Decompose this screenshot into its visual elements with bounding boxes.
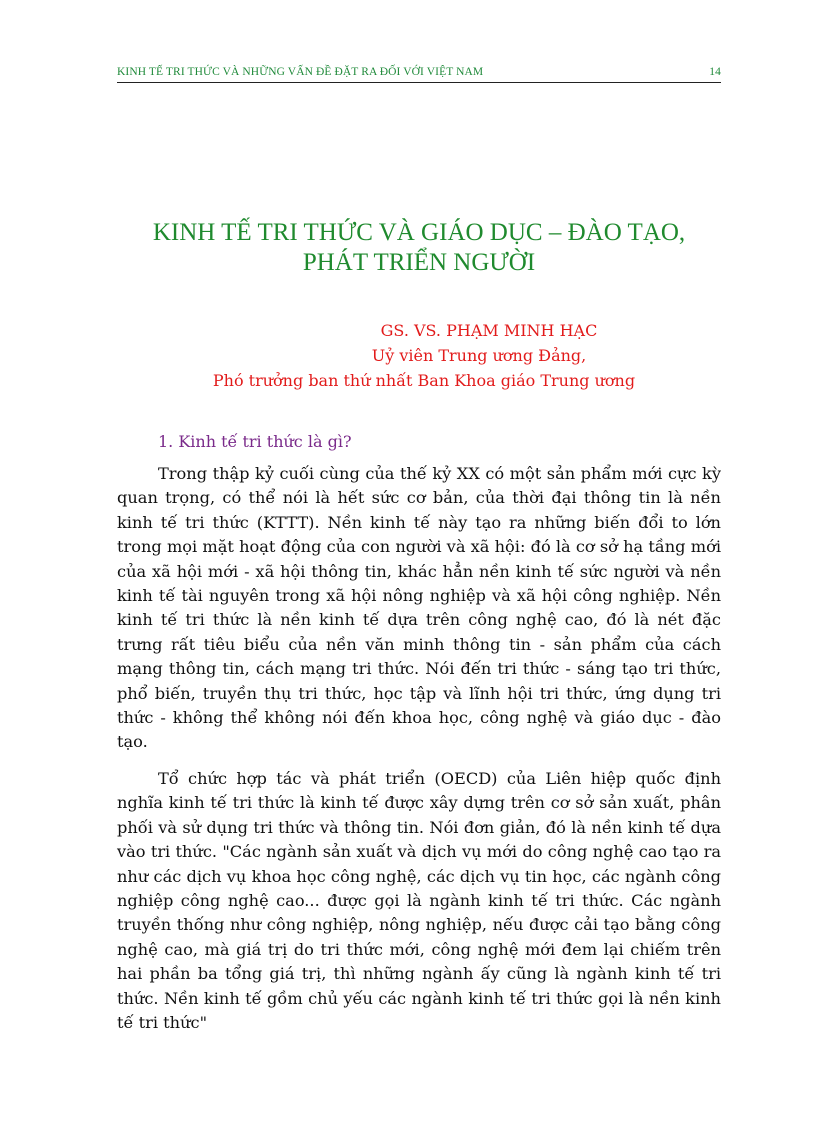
author-role-1: Uỷ viên Trung ương Đảng, <box>371 346 587 365</box>
article-title <box>117 218 721 278</box>
article-title-line-2: PHÁT TRIỂN NGƯỜI <box>302 249 536 276</box>
article-title-line-1: KINH TẾ TRI THỨC VÀ GIÁO DỤC – ĐÀO TẠO, <box>152 219 686 246</box>
author-block <box>117 318 721 393</box>
running-header <box>117 66 721 83</box>
paragraph: Trong thập kỷ cuối cùng của thế kỷ XX có một sản phẩm mới cực kỳ quan trọng, có thể nói là hết sức cơ bản, của thời đại thông tin là nền kinh tế tri thức (KTTT). Nền kinh tế này tạo ra những biến đổi to lớn trong mọi mặt hoạt động của con người và xã hội: đó là cơ sở hạ tầng mới của xã hội mới - xã hội thông tin, khác hẳn nền kinh tế sức người và nền kinh tế tài nguyên trong xã hội nông nghiệp và xã hội công nghiệp. Nền kinh tế tri thức là nền kinh tế dựa trên công nghệ cao, đó là nét đặc trưng rất tiêu biểu của nền văn minh thông tin - sản phẩm của cách mạng thông tin, cách mạng tri thức. Nói đến tri thức - sáng tạo tri thức, phổ biến, truyền thụ tri thức, học tập và lĩnh hội tri thức, ứng dụng tri thức - không thể không nói đến khoa học, công nghệ và giáo dục - đào tạo. <box>117 464 721 752</box>
page-number: 14 <box>709 66 721 78</box>
body-text <box>117 462 721 1047</box>
paragraph: Tổ chức hợp tác và phát triển (OECD) của Liên hiệp quốc định nghĩa kinh tế tri thức là kinh tế được xây dựng trên cơ sở sản xuất, phân phối và sử dụng tri thức và thông tin. Nói đơn giản, đó là nền kinh tế dựa vào tri thức. "Các ngành sản xuất và dịch vụ mới do công nghệ cao tạo ra như các dịch vụ khoa học công nghệ, các dịch vụ tin học, các ngành công nghiệp công nghệ cao... được gọi là ngành kinh tế tri thức. Các ngành truyền thống như công nghiệp, nông nghiệp, nếu được cải tạo bằng công nghệ cao, mà giá trị do tri thức mới, công nghệ mới đem lại chiếm trên hai phần ba tổng giá trị, thì những ngành ấy cũng là ngành kinh tế tri thức. Nền kinh tế gồm chủ yếu các ngành kinh tế tri thức gọi là nền kinh tế tri thức" <box>117 768 721 1032</box>
section-heading: 1. Kinh tế tri thức là gì? <box>158 432 352 451</box>
author-role-2: Phó trưởng ban thứ nhất Ban Khoa giáo Trung ương <box>212 371 636 390</box>
running-title: KINH TẾ TRI THỨC VÀ NHỮNG VẤN ĐỀ ĐẶT RA ĐỐI VỚI VIỆT NAM <box>117 66 484 78</box>
author-name: GS. VS. PHẠM MINH HẠC <box>380 321 598 340</box>
